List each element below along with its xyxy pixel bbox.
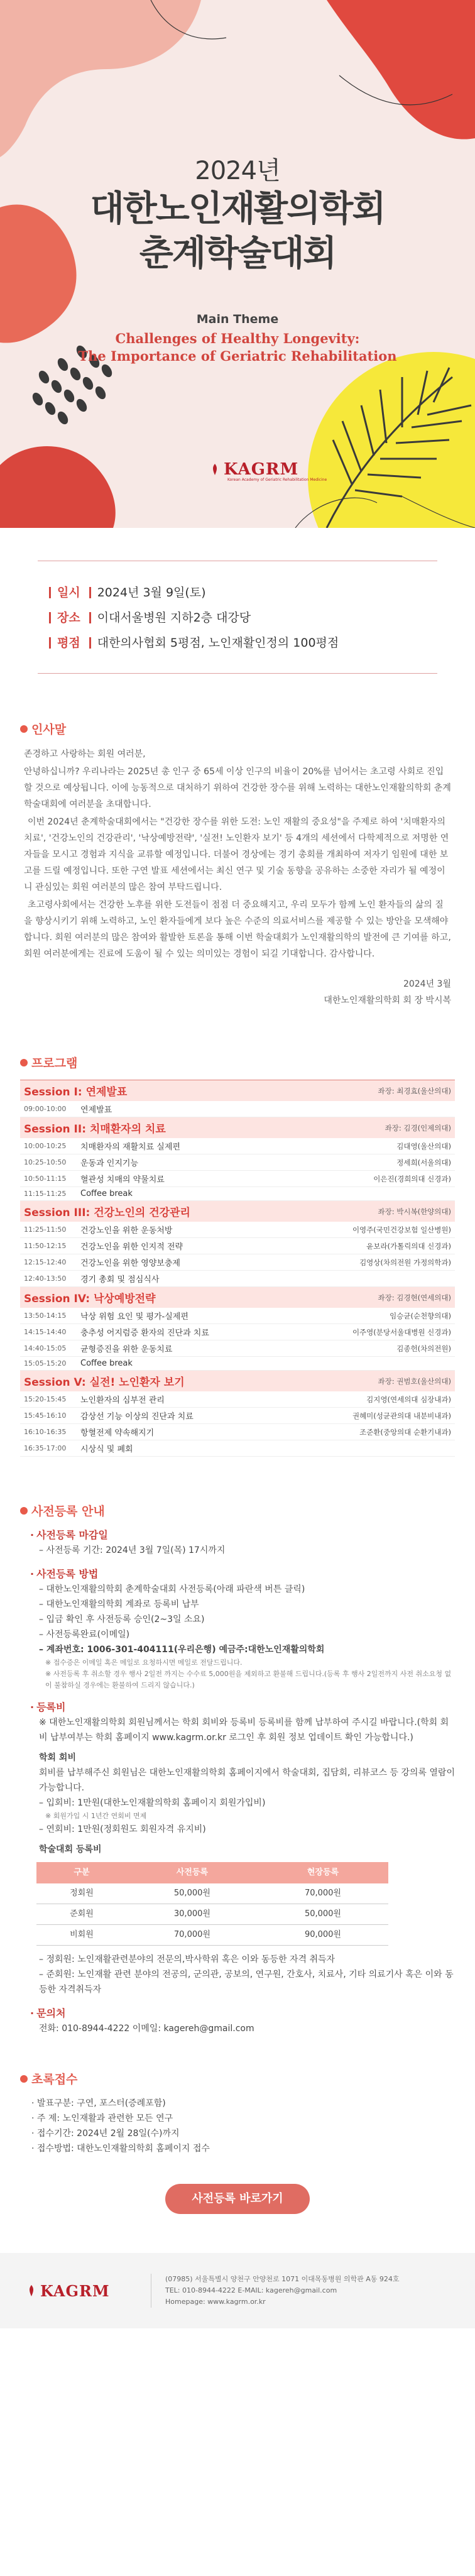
info-value: 이대서울병원 지하2층 대강당 [97,611,251,625]
method-title: · 사전등록 방법 [30,1568,99,1580]
registration-note: ※ 사전등록 후 취소할 경우 행사 2일전 까지는 수수료 5,000원을 제외하고 환불해 드립니다.(등록 후 행사 2일전까지 사전 취소요청 없이 불참하실 경우에는 환불하여 드리지 않습니다.) [45,1670,452,1689]
pre-registration-button[interactable]: 사전등록 바로가기 [165,2184,310,2214]
bar-marker [49,587,51,598]
program-time: 15:20-15:45 [20,1391,77,1408]
main-theme-line-1: Challenges of Healthy Longevity: [115,331,360,346]
session-title: Session V: 실전! 노인환자 보기 [24,1376,185,1389]
fee-col-pre: 사전등록 [127,1862,258,1883]
membership-note: ※ 회원가입 시 1년간 연회비 면제 [45,1812,147,1820]
method-text: 대한노인재활의학회 춘계학술대회 사전등록(아래 파란색 버튼 클릭) [46,1584,305,1594]
program-row [20,1187,455,1201]
membership-item-text: 연회비: 1만원(정회원도 회원자격 유지비) [46,1824,206,1834]
fee-cell: 정회원 [36,1883,127,1904]
bar-marker [89,587,91,598]
program-speaker [289,1440,455,1457]
method-item: – 사전등록완료(이메일) [39,1630,130,1640]
program-topic: 항혈전제 약속해지기 [77,1424,289,1440]
fee-col-category: 구분 [36,1862,127,1883]
bullet-dot-icon [20,725,28,733]
program-heading [20,1054,455,1071]
logo-mark-icon [209,463,221,476]
session-chair: 좌장: 박시복(한양의대) [378,1207,451,1216]
program-time: 14:15-14:40 [20,1324,77,1340]
session-title: Session IV: 낙상예방전략 [24,1293,156,1305]
program-row [20,1154,455,1171]
program-row [20,1254,455,1271]
program-time: 12:40-13:50 [20,1271,77,1287]
deadline-text: – 사전등록 기간: 2024년 3월 7일(목) 17시까지 [39,1545,226,1555]
bar-marker [89,637,91,649]
membership-item-text: 입회비: 1만원(대한노인재활의학회 홈페이지 회원가입비) [46,1798,266,1808]
program-topic: Coffee break [77,1357,289,1371]
program-row [20,1440,455,1457]
program-speaker: 김종헌(차의전원) [289,1340,455,1357]
method-item: – 입금 확인 후 사전등록 승인(2~3일 소요) [39,1614,205,1625]
fee-row [36,1925,388,1946]
program-speaker: 권혜미(성균관의대 내분비내과) [289,1408,455,1424]
info-key: 일시 [57,586,80,600]
bullet-dot-icon [20,1059,28,1066]
heading-text: 사전등록 안내 [31,1504,105,1518]
event-title: 춘계학술대회 [139,233,336,274]
membership-item: – 연회비: 1만원(정회원도 회원자격 유지비) [39,1824,206,1834]
fee-cell: 30,000원 [127,1904,258,1925]
bar-marker [49,637,51,649]
hero-banner [0,0,475,528]
program-topic: 균형증진을 위한 운동치료 [77,1340,289,1357]
program-time: 16:35-17:00 [20,1440,77,1457]
contact-info: 전화: 010-8944-4222 이메일: kagereh@gmail.com [39,2024,254,2034]
program-speaker [289,1187,455,1201]
footer-text [151,2274,399,2308]
logo-mark-icon [25,2284,38,2297]
program-topic: 노인환자의 심부전 관리 [77,1391,289,1408]
membership-title: 학회 회비 [39,1753,76,1763]
fee-table [36,1862,388,1946]
program-time: 10:00-10:25 [20,1138,77,1154]
registration-section [0,1502,475,2036]
program-speaker: 임승균(순천향의대) [289,1308,455,1324]
program-time: 09:00-10:00 [20,1101,77,1117]
program-topic: 연제발표 [77,1101,289,1117]
program-time: 14:40-15:05 [20,1340,77,1357]
deadline-title-text: 사전등록 마감일 [36,1529,108,1541]
method-item: – 대한노인재활의학회 춘계학술대회 사전등록(아래 파란색 버튼 클릭) [39,1584,305,1594]
footer-contact: TEL: 010-8944-4222 E-MAIL: kagereh@gmail.com [165,2286,337,2294]
abstract-heading [20,2070,455,2087]
main-theme-line-2: The Importance of Geriatric Rehabilitation [78,348,397,364]
program-time: 11:25-11:50 [20,1222,77,1238]
program-table [20,1080,455,1457]
logo-wordmark: KAGRM [224,460,299,479]
program-speaker [289,1357,455,1371]
program-topic: 시상식 및 폐회 [77,1440,289,1457]
method-title-text: 사전등록 방법 [36,1568,99,1580]
program-topic: 건강노인을 위한 영양보충제 [77,1254,289,1271]
greeting-paragraph: 안녕하십니까? 우리나라는 2025년 총 인구 중 65세 이상 인구의 비율이 20%를 넘어서는 초고령 사회로 진입할 것으로 예상됩니다. 이에 능동적으로 대처하기 위하여 건강한 장수를 위해 노력하는 대한노인재활의학회 춘계학술대회에 여러분을 초대합니다. [24,767,451,809]
program-speaker: 이주영(분당서울대병원 신경과) [289,1324,455,1340]
fee-description: ※ 대한노인재활의학회 회원님께서는 학회 회비와 등록비 등록비를 함께 납부하여 주시길 바랍니다.(학회 회비 납부여부는 학회 홈페이지 www.kagrm.or.kr 로그인 후 회원 정보 업데이트 확인 가능합니다.) [39,1718,449,1743]
info-key: 평점 [57,636,80,650]
abstract-item: · 주 제: 노인재활과 관련한 모든 연구 [31,2113,173,2124]
session-chair: 좌장: 권범호(울산의대) [378,1376,451,1386]
program-speaker: 이영주(국민건강보험 일산병원) [289,1222,455,1238]
fee-title: · 등록비 [30,1701,66,1713]
bank-account-text: 계좌번호: 1006-301-404111(우리은행) 예금주:대한노인재활의학회 [46,1645,325,1655]
info-row-credits [49,630,426,655]
event-year: 2024년 [195,156,280,185]
greeting-body [20,746,455,962]
program-row [20,1408,455,1424]
info-row-place [49,605,426,630]
program-topic: 낙상 위험 요인 및 평가-실제편 [77,1308,289,1324]
program-speaker [289,1271,455,1287]
hero-text [0,151,475,365]
program-row [20,1101,455,1117]
session-title: Session III: 건강노인의 건강관리 [24,1207,190,1219]
program-topic: 치매환자의 재활치료 실제편 [77,1138,289,1154]
fee-definition-text: 정회원: 노인재활관련분야의 전문의,박사학위 혹은 이와 동등한 자격 취득자 [46,1954,336,1965]
program-topic: Coffee break [77,1187,289,1201]
program-row [20,1138,455,1154]
bank-account: – 계좌번호: 1006-301-404111(우리은행) 예금주:대한노인재활의학회 [39,1645,325,1655]
fee-cell: 50,000원 [258,1904,388,1925]
program-topic: 운동과 인지기능 [77,1154,289,1171]
bar-marker [49,612,51,623]
deadline-value: 사전등록 기간: 2024년 3월 7일(목) 17시까지 [46,1545,226,1555]
greeting-paragraph: 이번 2024년 춘계학술대회에서는 "건강한 장수를 위한 도전: 노인 재활의 중요성"을 주제로 하여 '치매환자의 치료', '건강노인의 건강관리', '낙상예방전략', '실전! 노인환자 보기' 등 4개의 세션에서 다학제적으로 저명한 연자들을 모시고 경험과 지식을 교류할 예정입니다. 더불어 경상에는 경기 총회를 개최하여 저자기 임원에 대한 보고를 드릴 예정입니다. 또한 구연 발표 세션에서는 최신 연구 및 기술 동향을 공유하는 소중한 자리가 될 예정이니 관심있는 회원 여러분의 많은 참여 부탁드립니다. [24,817,449,892]
abstract-item: · 접수기간: 2024년 2월 28일(수)까지 [31,2129,180,2139]
organization-name: 대한노인재활의학회 [90,189,385,229]
program-row [20,1308,455,1324]
abstract-item-text: 주 제: 노인재활과 관련한 모든 연구 [36,2113,173,2124]
program-speaker: 김영상(차의전원 가정의학과) [289,1254,455,1271]
session-chair: 좌장: 최경효(울산의대) [378,1086,451,1095]
footer-logo [25,2282,151,2300]
info-row-date [49,580,426,605]
program-row [20,1238,455,1254]
program-time: 11:15-11:25 [20,1187,77,1201]
session-title: Session I: 연제발표 [24,1086,128,1099]
logo-subtitle: Korean Academy of Geriatric Rehabilitation Medicine [227,478,327,482]
contact-title-text: 문의처 [36,2007,66,2019]
fee-row [36,1883,388,1904]
session-header [20,1287,455,1308]
method-text: 대한노인재활의학회 계좌로 등록비 납부 [46,1599,199,1609]
heading-text: 프로그램 [31,1056,78,1070]
session-chair: 좌장: 김경(인제의대) [385,1123,451,1132]
fee-definition: – 정회원: 노인재활관련분야의 전문의,박사학위 혹은 이와 동등한 자격 취득자 [39,1954,336,1965]
fee-cell: 50,000원 [127,1883,258,1904]
session-title: Session II: 치매환자의 치료 [24,1123,166,1136]
program-time: 11:50-12:15 [20,1238,77,1254]
greeting-paragraph: 초고령사회에서는 건강한 노후를 위한 도전들이 점점 더 중요해지고, 우리 모두가 함께 노인 환자들의 삶의 질을 향상시키기 위해 노력하고, 노인 환자들에게 보다 높은 수준의 의료서비스를 제공할 수 있는 방안을 모색해야 합니다. 회원 여러분의 많은 참여와 활발한 토론을 통해 이번 학술대회가 노인재활의학의 발전에 큰 기여를 하고, 회원 여러분에게는 진료에 도움이 될 수 있는 의미있는 경험이 되길 기대합니다. 감사합니다. [24,900,451,959]
fee-title-text: 등록비 [36,1701,66,1713]
session-header [20,1117,455,1139]
program-topic: 혈관성 치매의 약물치료 [77,1171,289,1187]
program-speaker [289,1101,455,1117]
program-time: 16:10-16:35 [20,1424,77,1440]
program-row [20,1357,455,1371]
abstract-item: · 발표구분: 구연, 포스터(증례포함) [31,2098,166,2108]
main-theme-label: Main Theme [196,312,279,326]
program-section [0,1054,475,1457]
program-time: 10:25-10:50 [20,1154,77,1171]
program-time: 10:50-11:15 [20,1171,77,1187]
method-text: 입금 확인 후 사전등록 승인(2~3일 소요) [46,1614,205,1625]
contact-title: · 문의처 [30,2007,66,2019]
program-row [20,1171,455,1187]
fee-cell: 90,000원 [258,1925,388,1946]
footer [0,2253,475,2328]
registration-heading [20,1502,455,1519]
membership-description: 회비를 납부해주신 회원님은 대한노인재활의학회 홈페이지에서 학술대회, 집담회, 리뷰코스 등 강의록 열람이 가능합니다. [39,1768,455,1793]
registration-note: ※ 접수증은 이메일 혹은 메일로 요청하시면 메일로 전달드립니다. [45,1658,243,1667]
program-speaker: 윤보라(가톨릭의대 신경과) [289,1238,455,1254]
fee-table-title: 학술대회 등록비 [39,1844,102,1855]
registration-body [20,1528,455,2036]
fee-table-header [36,1862,388,1883]
heading-text: 초록접수 [31,2073,78,2086]
program-row [20,1271,455,1287]
abstract-item-text: 발표구분: 구연, 포스터(증례포함) [36,2098,166,2108]
program-row [20,1424,455,1440]
heading-text: 인사말 [31,723,67,737]
membership-item: – 입회비: 1만원(대한노인재활의학회 홈페이지 회원가입비) [39,1798,266,1808]
abstract-item-text: 접수기간: 2024년 2월 28일(수)까지 [36,2129,180,2139]
program-row [20,1391,455,1408]
greeting-signature-block [20,976,455,1009]
program-topic: 경기 총회 및 점심식사 [77,1271,289,1287]
program-time: 13:50-14:15 [20,1308,77,1324]
fee-cell: 준회원 [36,1904,127,1925]
program-topic: 충추성 어지럼증 환자의 진단과 치료 [77,1324,289,1340]
method-text: 사전등록완료(이메일) [46,1630,130,1640]
abstract-section [0,2070,475,2156]
bullet-dot-icon [20,2075,28,2083]
program-time: 12:15-12:40 [20,1254,77,1271]
greeting-signature: 대한노인재활의학회 회 장 박시복 [324,995,451,1006]
fee-row [36,1904,388,1925]
abstract-item: · 접수방법: 대한노인재활의학회 홈페이지 접수 [31,2144,210,2154]
abstract-body [20,2096,455,2156]
fee-cell: 비회원 [36,1925,127,1946]
program-row [20,1340,455,1357]
greeting-heading [20,720,455,737]
greeting-paragraph: 존경하고 사랑하는 회원 여러분, [24,749,146,759]
cta-wrapper [0,2184,475,2214]
session-chair: 좌장: 김경현(연세의대) [378,1293,451,1302]
info-value: 2024년 3월 9일(토) [97,586,206,600]
fee-col-onsite: 현장등록 [258,1862,388,1883]
greeting-date: 2024년 3월 [403,979,451,989]
session-header [20,1201,455,1222]
program-speaker: 김대영(울산의대) [289,1138,455,1154]
fee-cell: 70,000원 [258,1883,388,1904]
program-topic: 건강노인을 위한 인지적 전략 [77,1238,289,1254]
info-value: 대한의사협회 5평점, 노인재활인정의 100평점 [97,636,339,650]
bar-marker [89,612,91,623]
program-row [20,1222,455,1238]
abstract-item-text: 접수방법: 대한노인재활의학회 홈페이지 접수 [36,2144,210,2154]
program-row [20,1324,455,1340]
program-speaker: 김지영(연세의대 심장내과) [289,1391,455,1408]
program-speaker: 정세희(서울의대) [289,1154,455,1171]
program-topic: 건강노인을 위한 운동처방 [77,1222,289,1238]
program-topic: 감상선 기능 이상의 진단과 치료 [77,1408,289,1424]
program-speaker: 이은진(경희의대 신경과) [289,1171,455,1187]
program-time: 15:45-16:10 [20,1408,77,1424]
session-header [20,1080,455,1102]
deadline-title: · 사전등록 마감일 [30,1529,108,1541]
footer-wordmark: KAGRM [40,2281,110,2300]
greeting-section [0,720,475,1009]
method-item: – 대한노인재활의학회 계좌로 등록비 납부 [39,1599,199,1609]
fee-definition: – 준회원: 노인재활 관련 분야의 전공의, 군의관, 공보의, 연구원, 간호사, 치료사, 기타 의료기사 혹은 이와 동등한 자격취득자 [39,1970,454,1995]
hero-logo [209,460,298,479]
program-time: 15:05-15:20 [20,1357,77,1371]
footer-homepage: Homepage: www.kagrm.or.kr [165,2298,266,2306]
fee-definition-text: 준회원: 노인재활 관련 분야의 전공의, 군의관, 공보의, 연구원, 간호사, 치료사, 기타 의료기사 혹은 이와 동등한 자격취득자 [39,1970,454,1995]
info-key: 장소 [57,611,80,625]
fee-cell: 70,000원 [127,1925,258,1946]
footer-address: (07985) 서울특별시 양천구 안양천로 1071 이대목동병원 의학관 A동 924호 [165,2275,400,2283]
program-speaker: 조준환(중앙의대 순환기내과) [289,1424,455,1440]
bullet-dot-icon [20,1507,28,1515]
event-info-box [38,561,437,674]
session-header [20,1371,455,1392]
